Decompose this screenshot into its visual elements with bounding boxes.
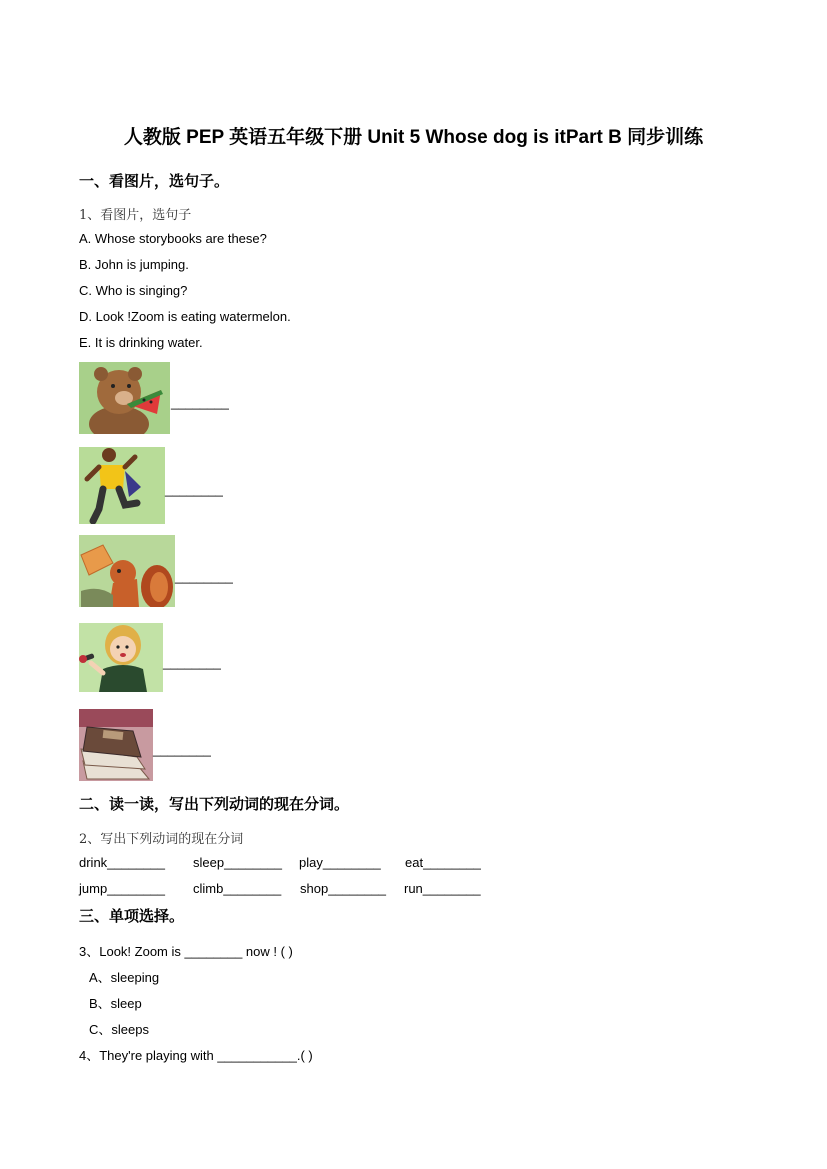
question-3: 3、Look! Zoom is ________ now ! ( )	[79, 944, 293, 959]
answer-blank-3[interactable]: ________	[175, 569, 233, 584]
boy-jumping-picture	[79, 447, 165, 524]
option-b: B. John is jumping.	[79, 257, 189, 272]
option-c: C. Who is singing?	[79, 283, 188, 298]
girl-singing-picture	[79, 623, 163, 692]
option-d: D. Look !Zoom is eating watermelon.	[79, 309, 291, 324]
answer-blank-2[interactable]: ________	[165, 482, 223, 497]
question-1-label: 1、看图片，选句子	[79, 208, 192, 223]
option-a: A. Whose storybooks are these?	[79, 231, 267, 246]
answer-blank-4[interactable]: ________	[163, 655, 221, 670]
question-4: 4、They're playing with ___________.( )	[79, 1048, 313, 1063]
verb-eat[interactable]: eat________	[405, 855, 481, 870]
storybooks-picture	[79, 709, 153, 781]
question-2-label: 2、写出下列动词的现在分词	[79, 832, 244, 847]
bear-eating-watermelon-picture	[79, 362, 170, 434]
verb-run[interactable]: run________	[404, 881, 481, 896]
verb-jump[interactable]: jump________	[79, 881, 166, 896]
verb-play[interactable]: play________	[299, 855, 381, 870]
section-2-heading: 二、读一读，写出下列动词的现在分词。	[79, 796, 350, 813]
page-title: 人教版 PEP 英语五年级下册 Unit 5 Whose dog is itPart B 同步训练	[123, 127, 704, 148]
choice-c[interactable]: C、sleeps	[89, 1022, 149, 1037]
verb-drink[interactable]: drink________	[79, 855, 166, 870]
squirrel-drinking-picture	[79, 535, 175, 607]
section-3-heading: 三、单项选择。	[79, 908, 185, 925]
verb-shop[interactable]: shop________	[300, 881, 387, 896]
section-1-heading: 一、看图片，选句子。	[79, 173, 230, 190]
answer-blank-5[interactable]: ________	[153, 742, 211, 757]
verb-climb[interactable]: climb________	[193, 881, 282, 896]
option-e: E. It is drinking water.	[79, 335, 203, 350]
choice-b[interactable]: B、sleep	[89, 996, 142, 1011]
answer-blank-1[interactable]: ________	[171, 395, 229, 410]
verb-sleep[interactable]: sleep________	[193, 855, 282, 870]
choice-a[interactable]: A、sleeping	[89, 970, 160, 985]
